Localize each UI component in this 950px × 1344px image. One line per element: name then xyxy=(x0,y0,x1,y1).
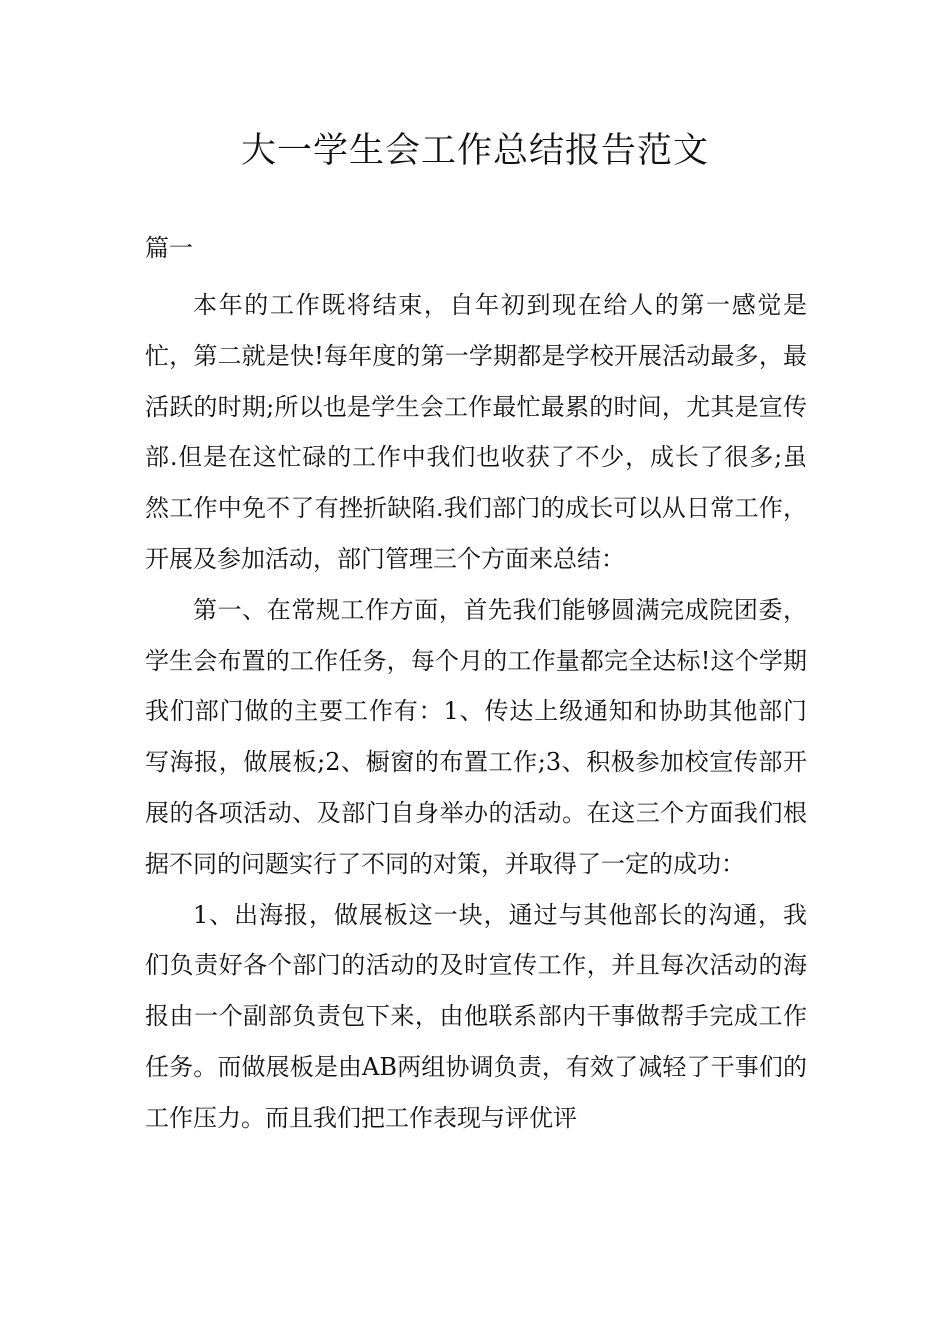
document-body xyxy=(145,280,807,1144)
paragraph: 1、出海报，做展板这一块，通过与其他部长的沟通，我们负责好各个部门的活动的及时宣传工作，并且每次活动的海报由一个副部负责包下来，由他联系部内干事做帮手完成工作任务。而做展板是由AB两组协调负责，有效了减轻了干事们的工作压力。而且我们把工作表现与评优评 xyxy=(145,900,807,1132)
section-label: 篇一 xyxy=(145,234,193,262)
document-title: 大一学生会工作总结报告范文 xyxy=(240,131,709,171)
paragraph: 第一、在常规工作方面，首先我们能够圆满完成院团委，学生会布置的工作任务，每个月的工作量都完全达标!这个学期我们部门做的主要工作有：1、传达上级通知和协助其他部门写海报，做展板;2、橱窗的布置工作;3、积极参加校宣传部开展的各项活动、及部门自身举办的活动。在这三个方面我们根据不同的问题实行了不同的对策，并取得了一定的成功： xyxy=(145,595,807,878)
paragraph: 本年的工作既将结束，自年初到现在给人的第一感觉是忙，第二就是快!每年度的第一学期都是学校开展活动最多，最活跃的时期;所以也是学生会工作最忙最累的时间，尤其是宣传部.但是在这忙碌的工作中我们也收获了不少，成长了很多;虽然工作中免不了有挫折缺陷.我们部门的成长可以从日常工作，开展及参加活动，部门管理三个方面来总结： xyxy=(145,291,807,573)
